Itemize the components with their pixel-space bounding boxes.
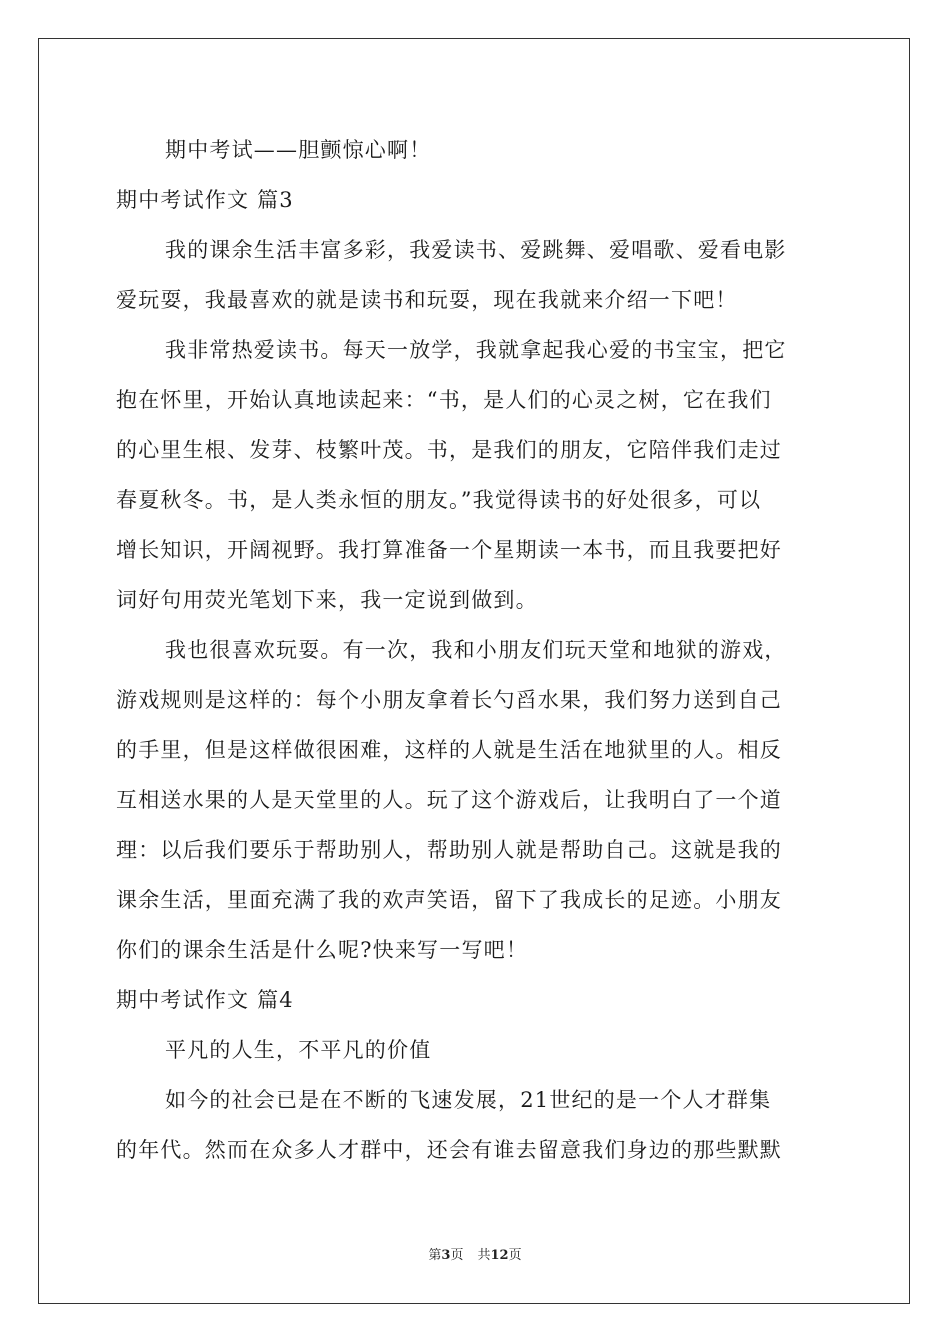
section-heading-4: 期中考试作文 篇4 (116, 988, 294, 1012)
section-closing-line: 期中考试——胆颤惊心啊！ (165, 138, 432, 162)
paragraph-line: 理：以后我们要乐于帮助别人，帮助别人就是帮助自己。这就是我的 (116, 838, 782, 862)
paragraph-line: 的年代。然而在众多人才群中，还会有谁去留意我们身边的那些默默 (116, 1138, 782, 1162)
page-border (38, 38, 910, 1304)
paragraph-line: 你们的课余生活是什么呢?快来写一写吧！ (116, 938, 529, 962)
paragraph-line: 抱在怀里，开始认真地读起来：“书，是人们的心灵之树，它在我们 (116, 388, 772, 412)
paragraph-line: 的心里生根、发芽、枝繁叶茂。书，是我们的朋友，它陪伴我们走过 (116, 438, 782, 462)
page-suffix: 页 (450, 1248, 464, 1263)
total-pages: 12 (490, 1248, 509, 1263)
paragraph-line: 我非常热爱读书。每天一放学，我就拿起我心爱的书宝宝，把它 (165, 338, 787, 362)
page-prefix: 第 (428, 1248, 442, 1263)
paragraph-line: 我也很喜欢玩耍。有一次，我和小朋友们玩天堂和地狱的游戏， (165, 638, 787, 662)
page-footer (0, 1248, 950, 1264)
paragraph-line: 课余生活，里面充满了我的欢声笑语，留下了我成长的足迹。小朋友 (116, 888, 782, 912)
page-number: 3 (441, 1248, 451, 1263)
paragraph-line: 我的课余生活丰富多彩，我爱读书、爱跳舞、爱唱歌、爱看电影 (165, 238, 787, 262)
total-prefix: 共 (477, 1248, 491, 1263)
paragraph-line: 如今的社会已是在不断的飞速发展，21世纪的是一个人才群集 (165, 1088, 772, 1112)
paragraph-line: 增长知识，开阔视野。我打算准备一个星期读一本书，而且我要把好 (116, 538, 782, 562)
paragraph-line: 春夏秋冬。书，是人类永恒的朋友。”我觉得读书的好处很多，可以 (116, 488, 762, 512)
paragraph-line: 词好句用荧光笔划下来，我一定说到做到。 (116, 588, 538, 612)
section-heading-3: 期中考试作文 篇3 (116, 188, 294, 212)
paragraph-line: 的手里，但是这样做很困难，这样的人就是生活在地狱里的人。相反 (116, 738, 782, 762)
paragraph-line: 互相送水果的人是天堂里的人。玩了这个游戏后，让我明白了一个道 (116, 788, 782, 812)
paragraph-line: 游戏规则是这样的：每个小朋友拿着长勺舀水果，我们努力送到自己 (116, 688, 782, 712)
total-suffix: 页 (508, 1248, 522, 1263)
paragraph-line: 爱玩耍，我最喜欢的就是读书和玩耍，现在我就来介绍一下吧！ (116, 288, 738, 312)
essay-title: 平凡的人生，不平凡的价值 (165, 1038, 432, 1062)
